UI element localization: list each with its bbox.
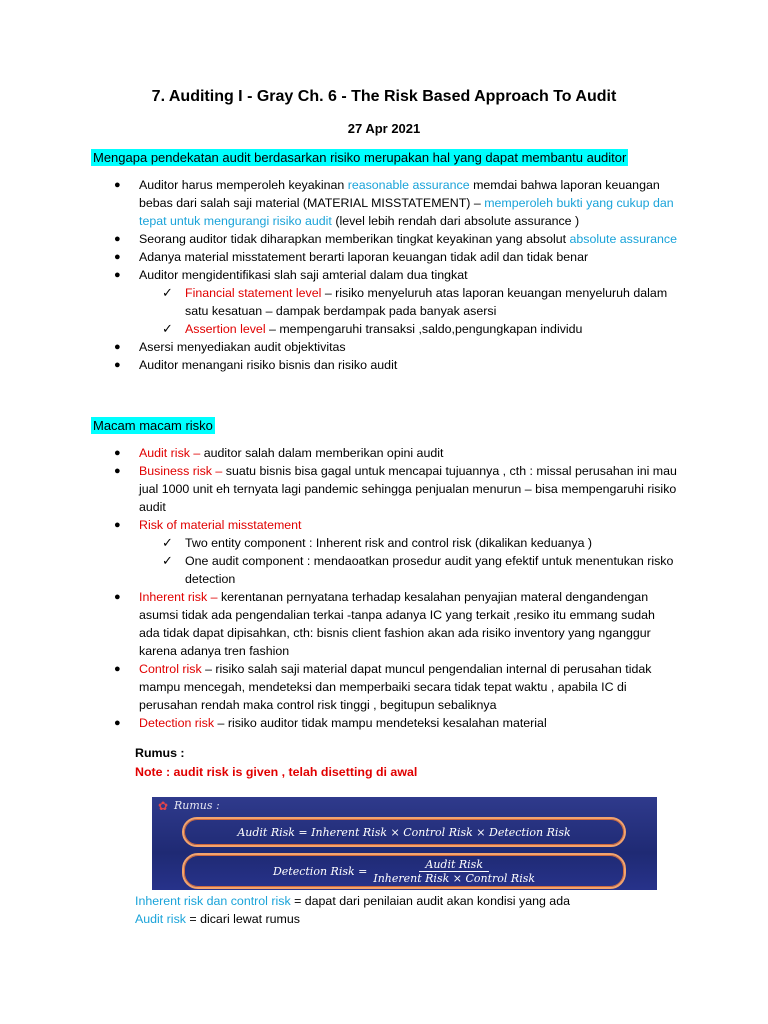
list-item: ● Control risk – risiko salah saji material dapat muncul pengendalian internal di perusahan tidak mampu mencegah, mendeteksi dan memperbaiki secara tidak tepat waktu , apabila IC di perusahan rendah maka control risk tinggi , begitupun sebaliknya xyxy=(114,662,652,712)
list-item: ● Auditor harus memperoleh keyakinan reasonable assurance memdai bahwa laporan keuangan bebas dari salah saji material (MATERIAL MISSTATEMENT) – memperoleh bukti yang cukup dan tepat untuk mengurangi risiko audit (level lebih rendah dari absolute assurance ) xyxy=(114,178,674,228)
bullet-icon: ● xyxy=(114,717,121,729)
formula-fraction: $\frac{\text{Audit Risk}}{\text{Inherent Risk × Control Risk}}$ xyxy=(373,857,536,885)
list-item: ● Auditor mengidentifikasi slah saji amterial dalam dua tingkat xyxy=(114,268,468,282)
bullet-icon: ● xyxy=(114,269,121,281)
checkmark-icon: ✓ xyxy=(162,535,173,550)
bullet-icon: ● xyxy=(114,179,121,191)
list-item: ● Detection risk – risiko auditor tidak mampu mendeteksi kesalahan material xyxy=(114,716,547,730)
sub-list-item: ✓ Two entity component : Inherent risk and control risk (dikalikan keduanya ) xyxy=(162,535,593,550)
bullet-icon: ● xyxy=(114,251,121,263)
bullet-icon: ● xyxy=(114,519,121,531)
detection-risk-formula: Detection Risk = $\frac{\text{Audit Risk}}{\text{Inherent Risk × Control Risk}}$ xyxy=(182,853,626,889)
list-item: ● Seorang auditor tidak diharapkan memberikan tingkat keyakinan yang absolut absolute assurance xyxy=(114,232,677,246)
star-icon: ✿ xyxy=(158,799,169,813)
checkmark-icon: ✓ xyxy=(162,321,173,336)
list-item: ● Inherent risk – kerentanan pernyatana terhadap kesalahan penyajian materal dengandengan asumsi tidak ada pengendalian terkai -tanpa adanya IC yang terkait ,resiko itu emmang sudah ada tidak dapat dipisahkan, cth: bisnis client fashion akan ada risiko inventory yang nganggur karena adanya tren fashion xyxy=(114,590,655,658)
formula-box-title: Rumus : xyxy=(174,799,220,812)
bullet-icon: ● xyxy=(114,233,121,245)
risk-types-list xyxy=(0,444,768,732)
audit-risk-formula: Audit Risk = Inherent Risk × Control Risk × Detection Risk xyxy=(182,817,626,847)
sub-list-item: ✓ Financial statement level – risiko menyeluruh atas laporan keuangan menyeluruh dalam satu kesatuan – dampak berdampak pada banyak asersi xyxy=(162,285,668,318)
checkmark-icon: ✓ xyxy=(162,553,173,568)
formula-note: Note : audit risk is given , telah disetting di awal xyxy=(135,765,418,779)
sub-list-item: ✓ One audit component : mendaoatkan prosedur audit yang efektif untuk menentukan risko detection xyxy=(162,553,674,586)
section-heading-why-risk-based: Mengapa pendekatan audit berdasarkan risiko merupakan hal yang dapat membantu auditor xyxy=(93,150,627,165)
reasons-list xyxy=(0,176,768,374)
footer-line-inherent-control: Inherent risk dan control risk = dapat dari penilaian audit akan kondisi yang ada xyxy=(135,894,570,908)
bullet-icon: ● xyxy=(114,465,121,477)
document-date: 27 Apr 2021 xyxy=(347,121,421,136)
section-heading-risk-types: Macam macam risko xyxy=(93,418,213,433)
bullet-icon: ● xyxy=(114,341,121,353)
list-item: ● Auditor menangani risiko bisnis dan risiko audit xyxy=(114,358,398,372)
bullet-icon: ● xyxy=(114,359,121,371)
sub-list-item: ✓ Assertion level – mempengaruhi transaksi ,saldo,pengungkapan individu xyxy=(162,321,583,336)
formula-label: Rumus : xyxy=(135,746,185,760)
formula-image xyxy=(152,797,657,890)
footer-line-audit-risk: Audit risk = dicari lewat rumus xyxy=(135,912,300,926)
list-item: ● Audit risk – auditor salah dalam memberikan opini audit xyxy=(114,446,444,460)
bullet-icon: ● xyxy=(114,447,121,459)
list-item: ● Adanya material misstatement berarti laporan keuangan tidak adil dan tidak benar xyxy=(114,250,589,264)
checkmark-icon: ✓ xyxy=(162,285,173,300)
document-title: 7. Auditing I - Gray Ch. 6 - The Risk Based Approach To Audit xyxy=(151,88,617,105)
list-item: ● Asersi menyediakan audit objektivitas xyxy=(114,340,346,354)
bullet-icon: ● xyxy=(114,663,121,675)
list-item: ● Risk of material misstatement xyxy=(114,518,302,532)
bullet-icon: ● xyxy=(114,591,121,603)
list-item: ● Business risk – suatu bisnis bisa gagal untuk mencapai tujuannya , cth : missal perusahan ini mau jual 1000 unit eh ternyata lagi pandemic sehingga penjualan menurun – bisa mempengaruhi risiko audit xyxy=(114,464,677,514)
